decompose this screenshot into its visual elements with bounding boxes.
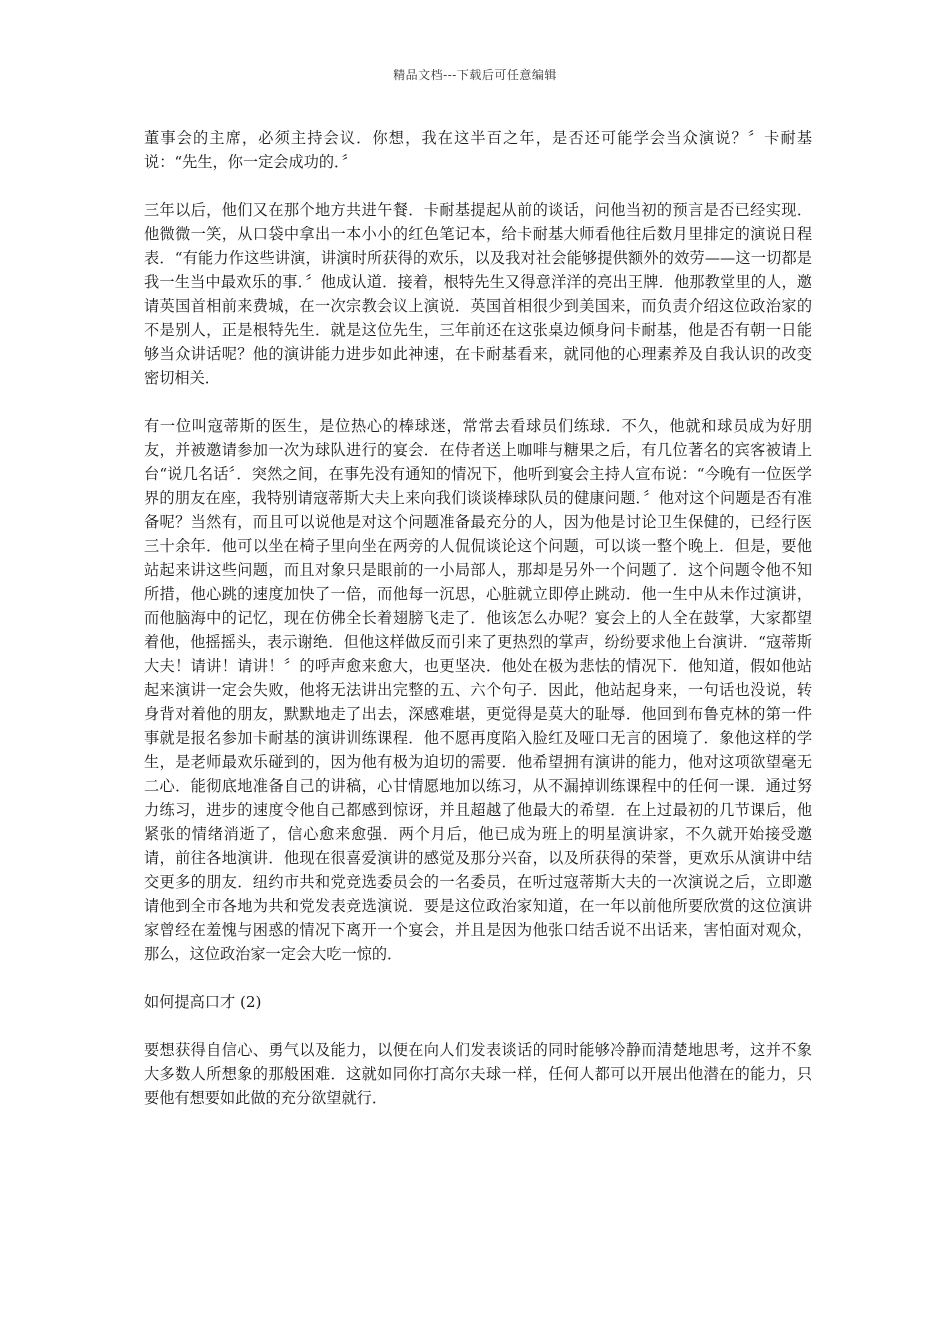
- paragraph-gap: [144, 174, 812, 198]
- paragraph-gap: [144, 390, 812, 414]
- page-header: 精品文档---下载后可任意编辑: [393, 68, 557, 82]
- section-heading: 如何提高口才 (2): [144, 993, 262, 1011]
- paragraph-1: 董事会的主席，必须主持会议．你想，我在这半百之年，是否还可能学会当众演说？〞卡耐基说：“先生，你一定会成功的．〞: [144, 129, 812, 171]
- paragraph-3: 有一位叫寇蒂斯的医生，是位热心的棒球迷，常常去看球员们练球．不久，他就和球员成为好朋友，并被邀请参加一次为球队进行的宴会．在侍者送上咖啡与糖果之后，有几位著名的宾客被请上台“说几名话〞．突然之间，在事先没有通知的情况下，他听到宴会主持人宣布说：“今晚有一位医学界的朋友在座，我特别请寇蒂斯大夫上来向我们谈谈棒球队员的健康问题．〞他对这个问题是否有准备呢？当然有，而且可以说他是对这个问题准备最充分的人，因为他是讨论卫生保健的，已经行医三十余年．他可以坐在椅子里向坐在两旁的人侃侃谈论这个问题，可以谈一整个晚上．但是，要他站起来讲这些问题，而且对象只是眼前的一小局部人，那却是另外一个问题了．这个问题令他不知所措，他心跳的速度加快了一倍，而他每一沉思，心脏就立即停止跳动．他一生中从未作过演讲，而他脑海中的记忆，现在仿佛全长着翅膀飞走了．他该怎么办呢？宴会上的人全在鼓掌，大家都望着他，他摇摇头，表示谢绝．但他这样做反而引来了更热烈的掌声，纷纷要求他上台演讲．“寇蒂斯大夫！请讲！请讲！〞的呼声愈来愈大，也更坚决．他处在极为悲怯的情况下．他知道，假如他站起来演讲一定会失败，他将无法讲出完整的五、六个句子．因此，他站起身来，一句话也没说，转身背对着他的朋友，默默地走了出去，深感难堪，更觉得是莫大的耻辱．他回到布鲁克林的第一件事就是报名参加卡耐基的演讲训练课程．他不愿再度陷入脸红及哑口无言的困境了．象他这样的学生，是老师最欢乐碰到的，因为他有极为迫切的需要．他希望拥有演讲的能力，他对这项欲望毫无二心．能彻底地准备自己的讲稿，心甘情愿地加以练习，从不漏掉训练课程中的任何一课．通过努力练习，进步的速度令他自己都感到惊讶，并且超越了他最大的希望．在上过最初的几节课后，他紧张的情绪消逝了，信心愈来愈强．两个月后，他已成为班上的明星演讲家，不久就开始接受邀请，前往各地演讲．他现在很喜爱演讲的感觉及那分兴奋，以及所获得的荣誉，更欢乐从演讲中结交更多的朋友．纽约市共和党竞选委员会的一名委员，在听过寇蒂斯大夫的一次演说之后，立即邀请他到全市各地为共和党发表竞选演说．要是这位政治家知道，在一年以前他所要欣赏的这位演讲家曾经在羞愧与困惑的情况下离开一个宴会，并且是因为他张口结舌说不出话来，害怕面对观众，那么，这位政治家一定会大吃一惊的．: [144, 417, 812, 963]
- paragraph-gap: [144, 1014, 812, 1038]
- paragraph-4: 要想获得自信心、勇气以及能力，以便在向人们发表谈话的同时能够冷静而清楚地思考，这并不象大多数人所想象的那般困难．这就如同你打高尔夫球一样，任何人都可以开展出他潜在的能力，只要他有想要如此做的充分欲望就行．: [144, 1041, 812, 1107]
- paragraph-2: 三年以后，他们又在那个地方共进午餐．卡耐基提起从前的谈话，问他当初的预言是否已经实现．他微微一笑，从口袋中拿出一本小小的红色笔记本，给卡耐基大师看他往后数月里排定的演说日程表．“有能力作这些讲演，讲演时所获得的欢乐，以及我对社会能够提供额外的效劳——这一切都是我一生当中最欢乐的事．〞他成认道．接着，根特先生又得意洋洋的亮出王牌．他那教堂里的人，邀请英国首相前来费城，在一次宗教会议上演说．英国首相很少到美国来，而负责介绍这位政治家的不是别人，正是根特先生．就是这位先生，三年前还在这张桌边倾身问卡耐基，他是否有朝一日能够当众讲话呢？他的演讲能力进步如此神速，在卡耐基看来，就同他的心理素养及自我认识的改变密切相关．: [144, 201, 812, 387]
- paragraph-gap: [144, 966, 812, 990]
- document-body: [144, 126, 812, 1110]
